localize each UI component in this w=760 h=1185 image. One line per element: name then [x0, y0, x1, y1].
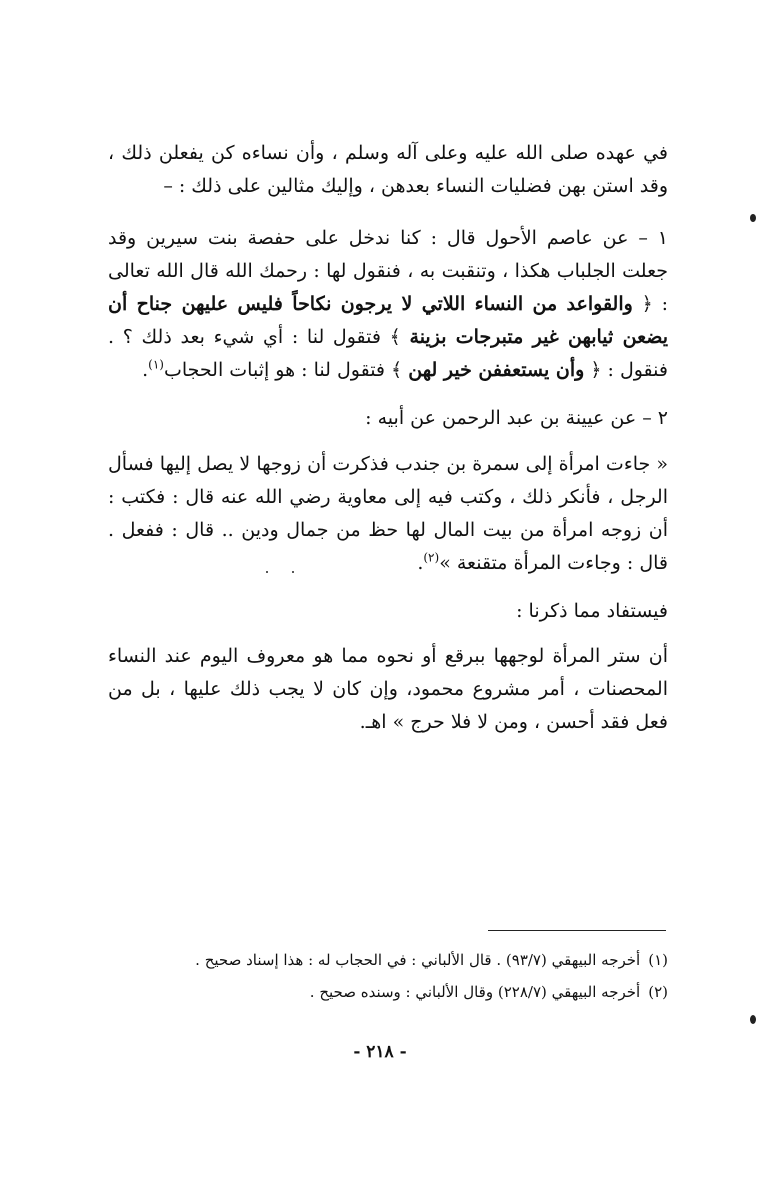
quran-verse-2: وأن يستعففن خير لهن: [408, 359, 585, 381]
footnote-2-text: أخرجه البيهقي (٢٢٨/٧) وقال الألباني : وسنده صحيح .: [309, 983, 641, 1001]
example-1-end: .: [142, 359, 149, 381]
paragraph-example-2-heading: [108, 402, 668, 435]
scan-dot-2: [292, 571, 294, 573]
footnote-1: [108, 944, 668, 976]
example-1-closing: ﴾ فتقول لنا : هو إثبات الحجاب: [163, 359, 403, 381]
paragraph-intro-text: في عهده صلى الله عليه وعلى آله وسلم ، وأن نساءه كن يفعلن ذلك ، وقد استن بهن فضليات النساء بعدهن ، وإليك مثالين على ذلك : –: [108, 142, 668, 197]
footnote-2: [108, 976, 668, 1008]
page-number: - ٢١٨ -: [353, 1042, 407, 1062]
scan-mark-top: [750, 214, 756, 222]
example-1-reply: ﴾ فتقول لنا : أي شيء بعد ذلك ؟ . فنقول : ﴿: [108, 326, 668, 381]
footnote-1-number: (١): [648, 951, 668, 969]
footnote-ref-1[interactable]: (١): [148, 357, 164, 372]
example-2-end: .: [417, 552, 424, 574]
scan-dot-1: [266, 571, 268, 573]
example-2-heading-text: ٢ – عن عيينة بن عبد الرحمن عن أبيه :: [365, 407, 668, 429]
paragraph-conclusion-heading: [108, 595, 668, 628]
paragraph-intro: [108, 137, 668, 203]
footnote-divider: [488, 930, 666, 931]
footnotes: [108, 944, 668, 1008]
paragraph-example-1: [108, 222, 668, 387]
conclusion-text: أن ستر المرأة لوجهها ببرقع أو نحوه مما هو معروف اليوم عند النساء المحصنات ، أمر مشروع محمود، وإن كان لا يجب ذلك عليها ، بل من فعل فقد أحسن ، ومن لا فلا حرج » اهـ.: [108, 645, 668, 733]
footnote-1-text: أخرجه البيهقي (٩٣/٧) . قال الألباني : في الحجاب له : هذا إسناد صحيح .: [195, 951, 641, 969]
example-2-quote: « جاءت امرأة إلى سمرة بن جندب فذكرت أن زوجها لا يصل إليها فسأل الرجل ، فأنكر ذلك ، وكتب فيه إلى معاوية رضي الله عنه قال : فكتب : أن زوجه امرأة من بيت المال لها حظ من جمال ودين .. قال : ففعل . قال : وجاءت المرأة متقنعة »: [108, 453, 668, 574]
footnote-2-number: (٢): [648, 983, 668, 1001]
conclusion-heading-text: فيستفاد مما ذكرنا :: [516, 600, 668, 622]
paragraph-conclusion: [108, 640, 668, 739]
paragraph-example-2: [108, 448, 668, 580]
paragraph-example-1-text: [108, 222, 668, 387]
example-1-narration: ١ – عن عاصم الأحول قال : كنا ندخل على حفصة بنت سيرين وقد جعلت الجلباب هكذا ، وتنقبت به ، فنقول لها : رحمك الله قال الله تعالى : ﴿: [108, 227, 668, 315]
footnote-ref-2[interactable]: (٢): [423, 550, 440, 565]
paragraph-example-2-text: [108, 448, 668, 580]
quran-verse-1: والقواعد من النساء اللاتي لا يرجون نكاحاً فليس عليهن جناح أن يضعن ثيابهن غير متبرجات بزينة: [108, 293, 668, 348]
scan-mark-bottom: [750, 1015, 756, 1024]
